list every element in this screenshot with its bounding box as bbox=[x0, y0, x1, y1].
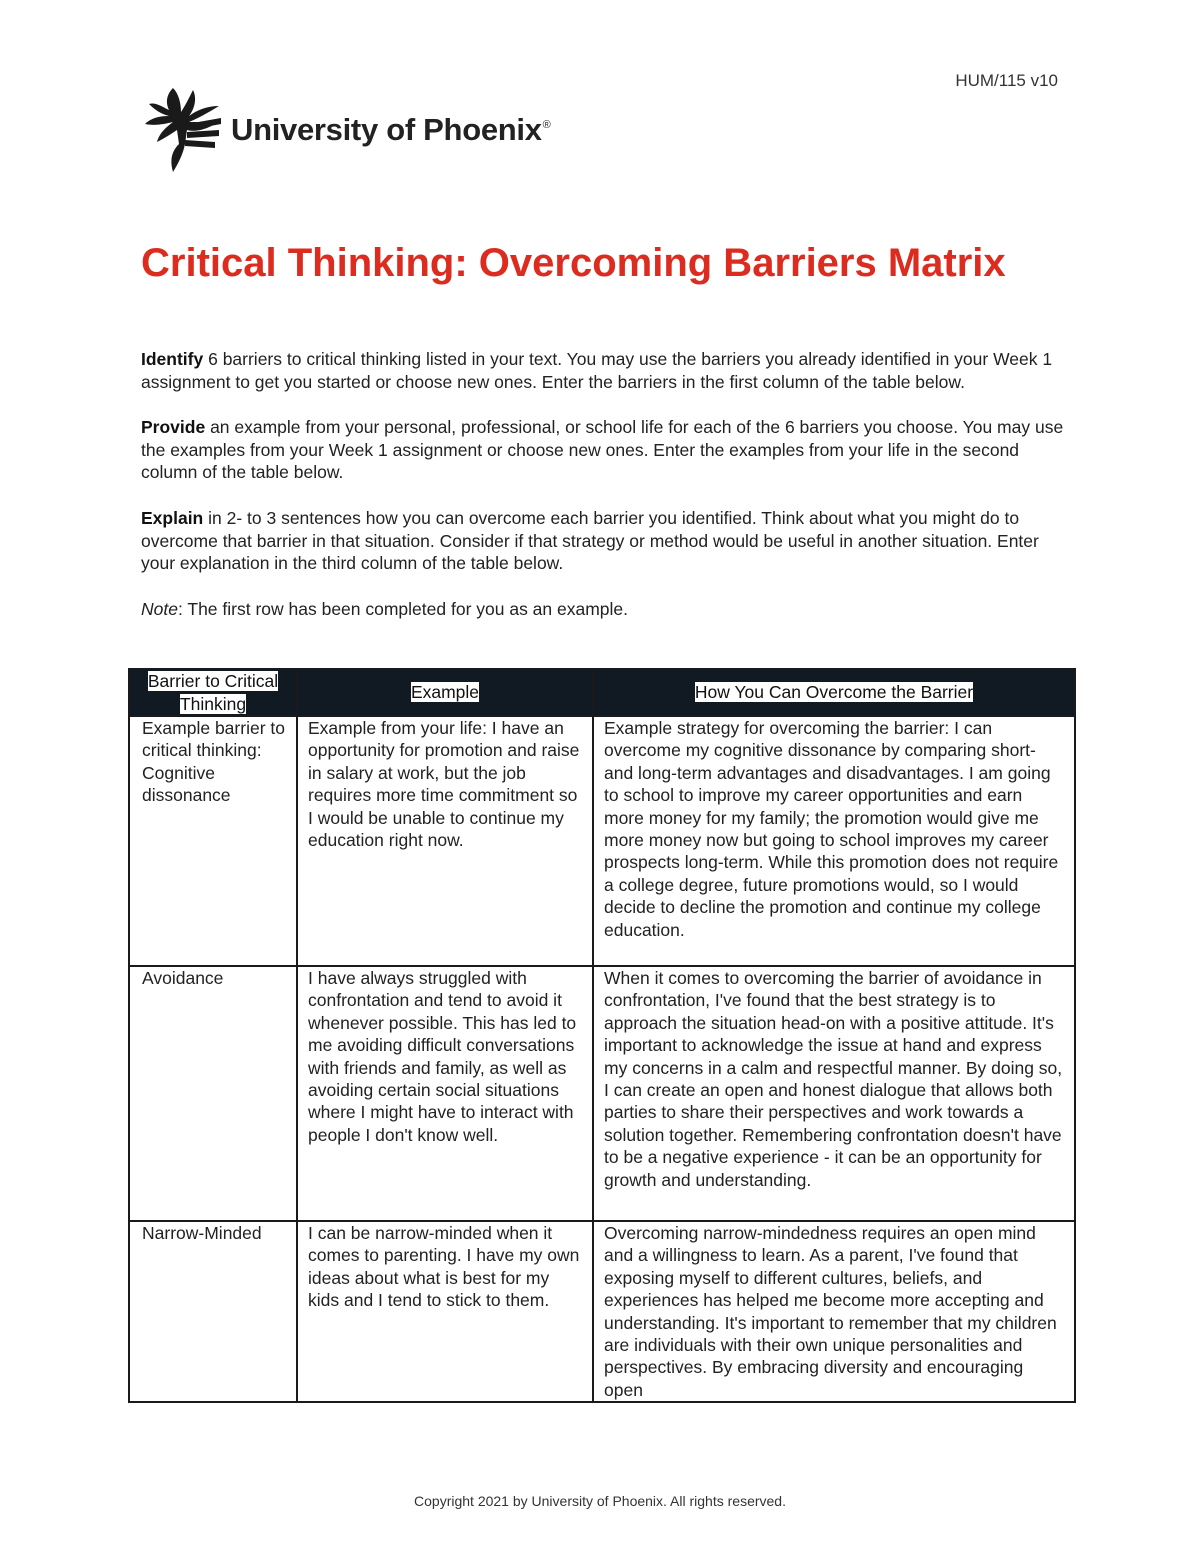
overcome-cell[interactable]: When it comes to overcoming the barrier of avoidance in confrontation, I've found that the best strategy is to approach the situation head-on with a positive attitude. It's important to acknowledge the issue at hand and express my concerns in a calm and respectful manner. By doing so, I can create an open and honest dialogue that allows both parties to share their perspectives and work towards a solution together. Remembering confrontation doesn't have to be a negative experience - it can be an opportunity for growth and understanding. bbox=[593, 966, 1075, 1221]
table-row bbox=[129, 716, 1075, 966]
phoenix-bird-icon bbox=[143, 84, 223, 176]
page-title: Critical Thinking: Overcoming Barriers Matrix bbox=[141, 241, 1006, 285]
example-cell[interactable]: I have always struggled with confrontation and tend to avoid it whenever possible. This has led to me avoiding difficult conversations with friends and family, as well as avoiding certain social situations where I might have to interact with people I don't know well. bbox=[297, 966, 593, 1221]
barrier-cell[interactable]: Avoidance bbox=[129, 966, 297, 1221]
copyright-footer: Copyright 2021 by University of Phoenix. All rights reserved. bbox=[414, 1493, 786, 1509]
table-header-row bbox=[129, 669, 1075, 716]
instruction-provide: Provide an example from your personal, professional, or school life for each of the 6 barriers you choose. You may use the examples from your Week 1 assignment or choose new ones. Enter the examples from your life in the second column of the table below. bbox=[141, 417, 1064, 483]
document-code: HUM/115 v10 bbox=[955, 71, 1058, 90]
instruction-note: Note: The first row has been completed for you as an example. bbox=[141, 598, 629, 619]
barriers-matrix-table bbox=[128, 668, 1076, 1403]
example-cell[interactable]: Example from your life: I have an opportunity for promotion and raise in salary at work, but the job requires more time commitment so I would be unable to continue my education right now. bbox=[297, 716, 593, 966]
instruction-explain: Explain in 2- to 3 sentences how you can overcome each barrier you identified. Think about what you might do to overcome that barrier in that situation. Consider if that strategy or method would be useful in another situation. Enter your explanation in the third column of the table below. bbox=[141, 507, 1039, 574]
instruction-identify: Identify 6 barriers to critical thinking listed in your text. You may use the barriers you already identified in your Week 1 assignment to get you started or choose new ones. Enter the barriers in the first column of the table below. bbox=[141, 349, 1053, 392]
barrier-cell[interactable]: Example barrier to critical thinking: Cognitive dissonance bbox=[129, 716, 297, 966]
overcome-cell[interactable]: Example strategy for overcoming the barrier: I can overcome my cognitive dissonance by comparing short- and long-term advantages and disadvantages. I am going to school to improve my career opportunities and earn more money for my family; the promotion would give me more money now but going to school improves my career prospects long-term. While this promotion does not require a college degree, future promotions would, so I would decide to decline the promotion and continue my college education. bbox=[593, 716, 1075, 966]
instructions bbox=[141, 348, 1071, 643]
table-row bbox=[129, 966, 1075, 1221]
overcome-cell[interactable]: Overcoming narrow-mindedness requires an open mind and a willingness to learn. As a parent, I've found that exposing myself to different cultures, beliefs, and experiences has helped me become more accepting and understanding. It's important to remember that my children are individuals with their own unique personalities and perspectives. By embracing diversity and encouraging open bbox=[593, 1221, 1075, 1402]
header-barrier: Barrier to Critical Thinking bbox=[129, 669, 297, 716]
barrier-cell[interactable]: Narrow-Minded bbox=[129, 1221, 297, 1402]
table-row bbox=[129, 1221, 1075, 1402]
header-overcome: How You Can Overcome the Barrier bbox=[593, 669, 1075, 716]
university-logo bbox=[143, 84, 550, 176]
example-cell[interactable]: I can be narrow-minded when it comes to parenting. I have my own ideas about what is best for my kids and I tend to stick to them. bbox=[297, 1221, 593, 1402]
header-example: Example bbox=[297, 669, 593, 716]
logo-wordmark: University of Phoenix® bbox=[231, 112, 551, 147]
